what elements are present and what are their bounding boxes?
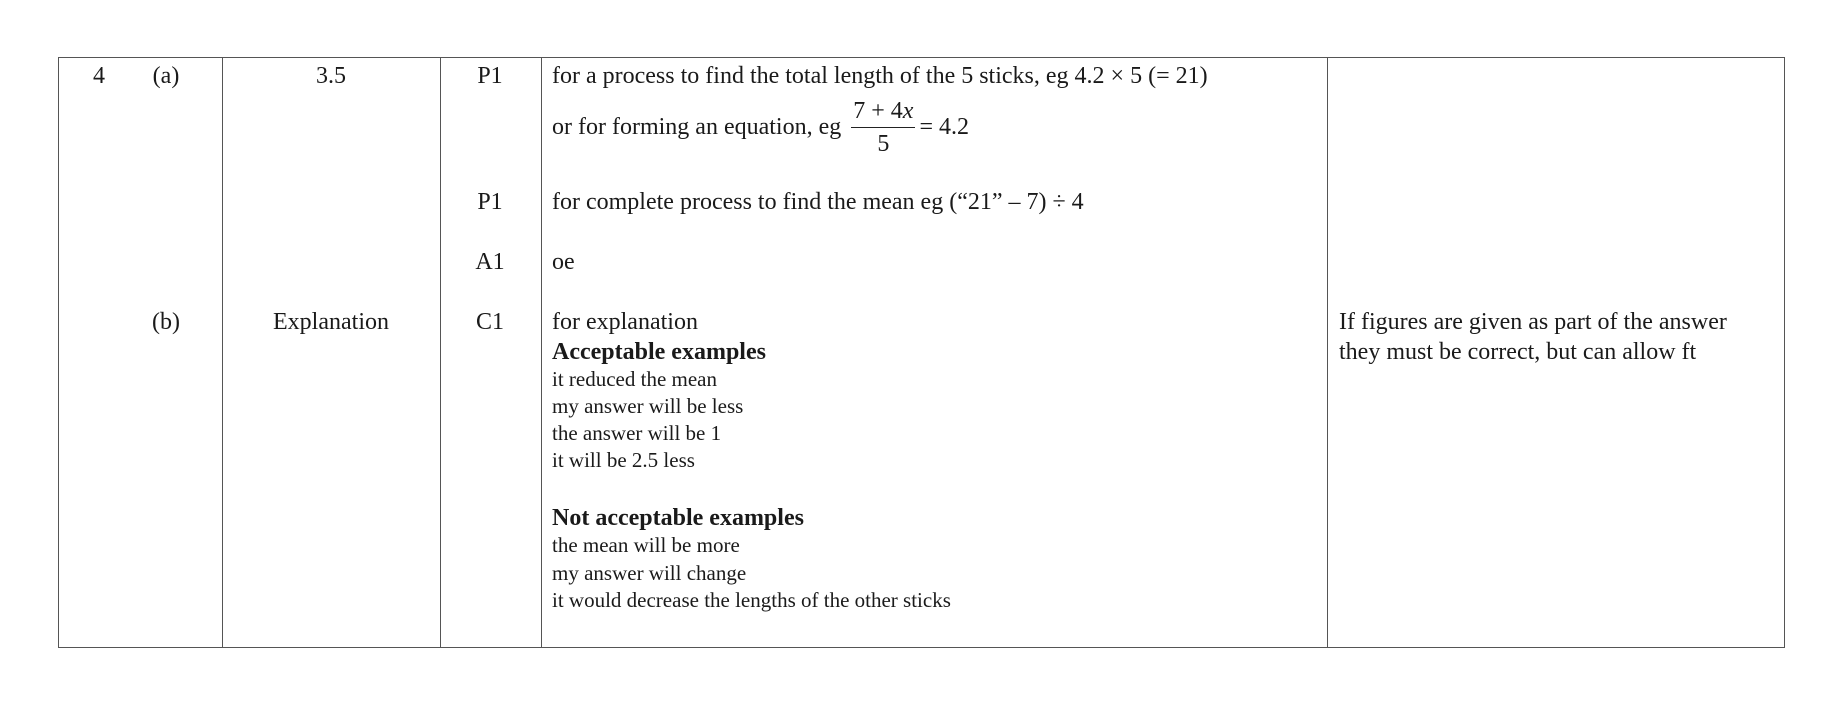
part-label-a: (a)	[152, 63, 180, 89]
numerator-variable: x	[902, 97, 914, 124]
guidance-note: If figures are given as part of the answer	[1339, 309, 1727, 335]
not-acceptable-example: it would decrease the lengths of the other sticks	[552, 588, 951, 612]
equation-fraction	[851, 98, 915, 157]
not-acceptable-heading: Not acceptable examples	[552, 505, 804, 531]
acceptable-example: it will be 2.5 less	[552, 448, 695, 472]
part-label-b: (b)	[152, 309, 180, 335]
acceptable-heading: Acceptable examples	[552, 339, 766, 365]
column-divider	[1327, 58, 1328, 647]
mark-code: C1	[475, 309, 505, 335]
not-acceptable-example: my answer will change	[552, 561, 747, 585]
mark-code: A1	[475, 249, 505, 275]
fraction-numerator	[851, 98, 915, 128]
numerator-text: 7 + 4	[853, 97, 903, 124]
acceptable-example: it reduced the mean	[552, 367, 718, 391]
question-number: 4	[93, 63, 105, 89]
mark-code: P1	[477, 63, 503, 89]
mark-note: oe	[552, 249, 575, 275]
answer-b: Explanation	[273, 309, 389, 335]
acceptable-example: the answer will be 1	[552, 421, 722, 445]
mark-note: for a process to find the total length of the 5 sticks, eg 4.2 × 5 (= 21)	[552, 63, 1208, 89]
mark-note: or for forming an equation, eg	[552, 114, 842, 140]
mark-note: for explanation	[552, 309, 698, 335]
equation-line	[552, 94, 969, 160]
not-acceptable-example: the mean will be more	[552, 533, 740, 557]
mark-scheme-table	[58, 57, 1785, 648]
mark-note: for complete process to find the mean eg (“21” – 7) ÷ 4	[552, 189, 1084, 215]
column-divider	[222, 58, 223, 647]
mark-code: P1	[477, 189, 503, 215]
guidance-note: they must be correct, but can allow ft	[1339, 339, 1697, 365]
equation-rhs: = 4.2	[919, 114, 969, 140]
column-divider	[440, 58, 441, 647]
fraction-denominator: 5	[877, 130, 890, 157]
acceptable-example: my answer will be less	[552, 394, 744, 418]
answer-a: 3.5	[316, 63, 346, 89]
column-divider	[541, 58, 542, 647]
